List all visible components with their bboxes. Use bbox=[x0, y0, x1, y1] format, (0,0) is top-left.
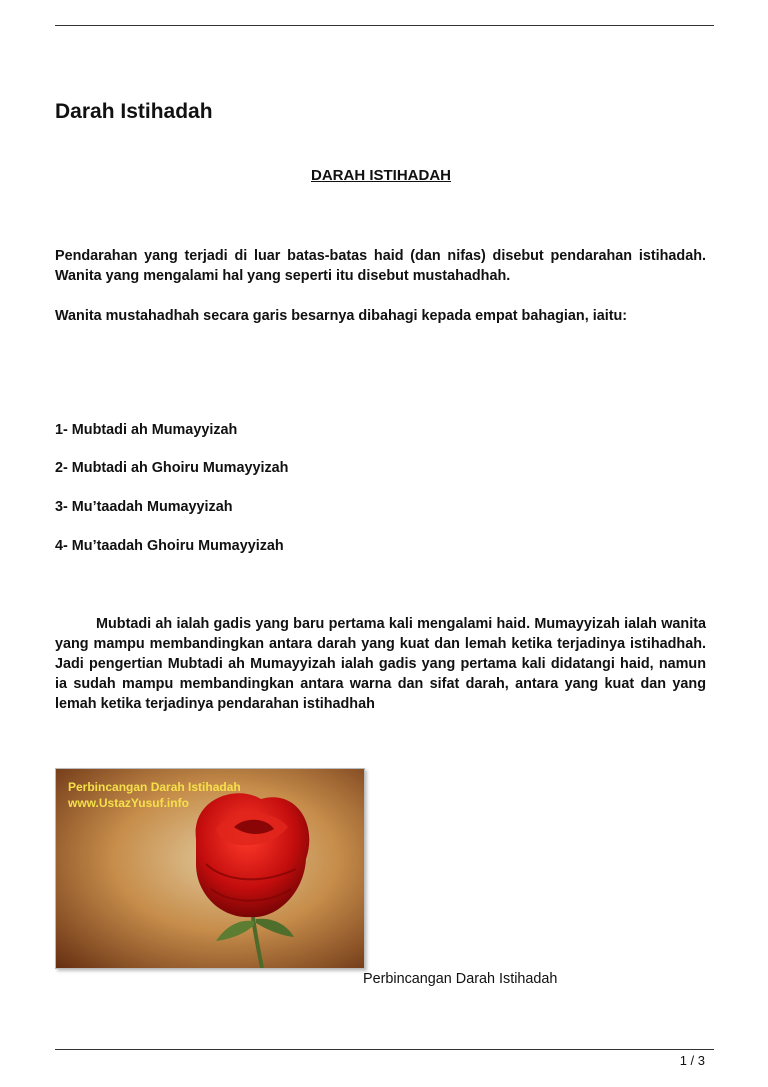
footer-rule bbox=[55, 1049, 714, 1050]
image-caption: Perbincangan Darah Istihadah bbox=[363, 971, 558, 987]
image-overlay-title: Perbincangan Darah Istihadah bbox=[68, 780, 241, 794]
list-item: 4- Mu’taadah Ghoiru Mumayyizah bbox=[55, 538, 284, 554]
article-subtitle-text: DARAH ISTIHADAH bbox=[311, 167, 451, 184]
rose-image bbox=[55, 768, 365, 969]
definition-paragraph: Mubtadi ah ialah gadis yang baru pertama kali mengalami haid. Mumayyizah ialah wanita yang mampu membandingkan antara darah yang kuat dan lemah ketika terjadinya istihadhah. Jadi pengertian Mubtadi ah Mumayyizah ialah gadis yang pertama kali didatangi haid, namun ia sudah mampu membandingkan antara warna dan sifat darah, antara yang kuat dan yang lemah ketika terjadinya pendarahan istihadhah bbox=[55, 616, 706, 712]
image-overlay-url: www.UstazYusuf.info bbox=[68, 796, 189, 810]
page-title: Darah Istihadah bbox=[55, 100, 213, 123]
categories-paragraph: Wanita mustahadhah secara garis besarnya dibahagi kepada empat bahagian, iaitu: bbox=[55, 308, 628, 324]
intro-paragraph: Pendarahan yang terjadi di luar batas-batas haid (dan nifas) disebut pendarahan istihadah. Wanita yang mengalami hal yang seperti itu disebut mustahadhah. bbox=[55, 248, 706, 284]
list-item: 3- Mu’taadah Mumayyizah bbox=[55, 499, 233, 515]
page-number: 1 / 3 bbox=[679, 1053, 705, 1068]
list-item: 1- Mubtadi ah Mumayyizah bbox=[55, 422, 238, 438]
article-subtitle bbox=[55, 167, 707, 184]
header-rule bbox=[55, 25, 714, 26]
list-item: 2- Mubtadi ah Ghoiru Mumayyizah bbox=[55, 460, 289, 476]
